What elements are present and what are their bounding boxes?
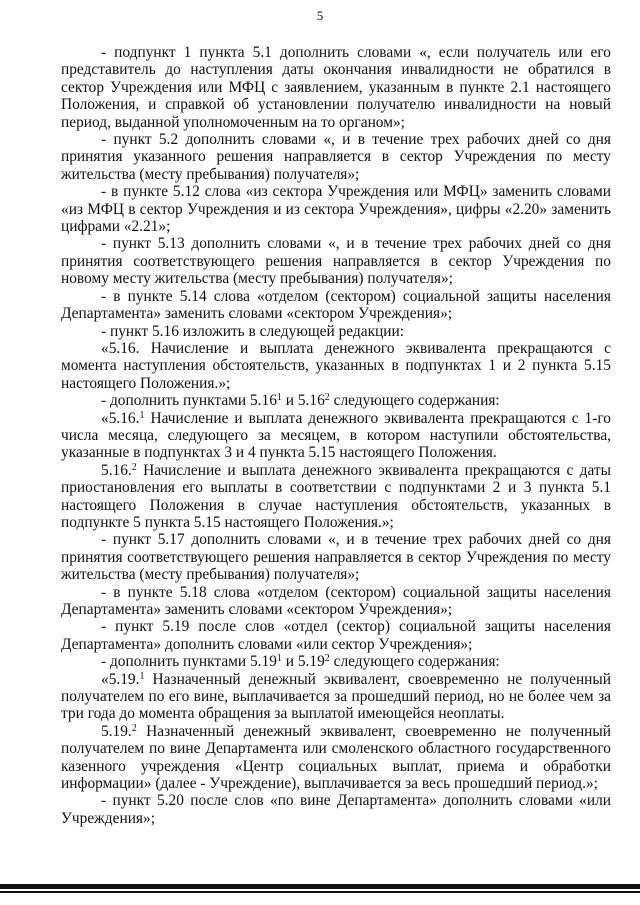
bottom-rule-thin: [0, 891, 640, 893]
text-run: Начисление и выплата денежного эквивалента прекращаются с даты приостановления его выплаты в соответствии с подпунктами 2 и 3 пункта 5.1 настоящего Положения в случае наступления обстоятельств, указанных в подпункте 5 пункта 5.15 настоящего Положения.»;: [61, 461, 611, 531]
text-run: 5.16.: [101, 461, 132, 479]
paragraph: [61, 653, 611, 670]
paragraph: [61, 392, 611, 409]
paragraph: - пункт 5.16 изложить в следующей редакции:: [101, 322, 405, 340]
text-run: - дополнить пунктами 5.19: [101, 653, 277, 671]
superscript: 1: [276, 392, 282, 404]
superscript: 2: [324, 653, 330, 665]
paragraph: - пункт 5.19 после слов «отдел (сектор) социальной защиты населения Департамента» дополнить словами «или сектор Учреждения»;: [61, 618, 611, 653]
paragraph: - пункт 5.17 дополнить словами «, и в течение трех рабочих дней со дня принятия соответствующего решения направляется в сектор Учреждения по месту жительства (месту пребывания) получателя»;: [61, 531, 611, 584]
text-run: «5.19.: [101, 670, 140, 688]
page-number: 5: [316, 8, 324, 23]
text-run: и 5.16: [281, 392, 325, 410]
paragraph: - пункт 5.20 после слов «по вине Департамента» дополнить словами «или Учреждения»;: [61, 792, 611, 827]
text-run: Назначенный денежный эквивалент, своевременно не полученный получателем по вине Департамента или смоленского областного государственного казенного учреждения «Центр социальных выплат, приема и обработки информации» (далее - Учреждение), выплачивается за весь прошедший период.»;: [61, 722, 611, 793]
bottom-rule-thick: [0, 884, 640, 889]
text-run: следующего содержания:: [329, 653, 500, 671]
text-run: Начисление и выплата денежного эквивалента прекращаются с 1-го числа месяца, следующего за месяцем, в котором наступили обстоятельства, указанные в подпунктах 3 и 4 пункта 5.15 настоящего Положения.: [61, 409, 611, 462]
paragraph: [61, 410, 611, 462]
paragraph: - пункт 5.2 дополнить словами «, и в течение трех рабочих дней со дня принятия указанного решения направляется в сектор Учреждения по месту жительства (месту пребывания) получателя»;: [61, 131, 611, 183]
superscript: 1: [276, 653, 282, 665]
paragraph: [61, 723, 611, 793]
text-run: Назначенный денежный эквивалент, своевременно не полученный получателем по его вине, выплачивается за прошедший период, но не более чем за три года до момента обращения за выплатой имеющейся неоплаты.: [61, 670, 611, 723]
superscript: 2: [324, 392, 330, 404]
text-run: 5.19.: [101, 722, 132, 740]
paragraph: - в пункте 5.14 слова «отделом (сектором) социальной защиты населения Департамента» заменить словами «сектором Учреждения»;: [61, 287, 611, 323]
text-run: следующего содержания:: [329, 392, 500, 410]
paragraph: - пункт 5.13 дополнить словами «, и в течение трех рабочих дней со дня принятия соответствующего решения направляется в сектор Учреждения по новому месту жительства (месту пребывания) получателя»;: [61, 235, 611, 288]
text-run: и 5.19: [281, 653, 325, 671]
superscript: 2: [131, 461, 137, 473]
paragraph: [61, 671, 611, 723]
paragraph: - в пункте 5.12 слова «из сектора Учреждения или МФЦ» заменить словами «из МФЦ в сектор Учреждения и из сектора Учреждения», цифры «2.20» заменить цифрами «2.21»;: [61, 183, 611, 236]
paragraph: [61, 462, 611, 532]
text-run: «5.16.: [101, 409, 140, 427]
superscript: 1: [139, 670, 145, 682]
text-run: - дополнить пунктами 5.16: [101, 392, 277, 410]
paragraph: - в пункте 5.18 слова «отделом (сектором) социальной защиты населения Департамента» заменить словами «сектором Учреждения»;: [61, 583, 611, 618]
superscript: 1: [139, 409, 145, 421]
document-body: [61, 44, 611, 827]
superscript: 2: [131, 722, 137, 734]
paragraph: - подпункт 1 пункта 5.1 дополнить словами «, если получатель или его представитель до наступления даты окончания инвалидности не обратился в сектор Учреждения или МФЦ с заявлением, указанным в пункте 2.1 настоящего Положения, и справкой об установлении получателю инвалидности на новый период, выданной уполномоченным на то органом»;: [61, 44, 611, 131]
paragraph: «5.16. Начисление и выплата денежного эквивалента прекращаются с момента наступления обстоятельств, указанных в подпунктах 1 и 2 пункта 5.15 настоящего Положения.»;: [61, 339, 611, 392]
